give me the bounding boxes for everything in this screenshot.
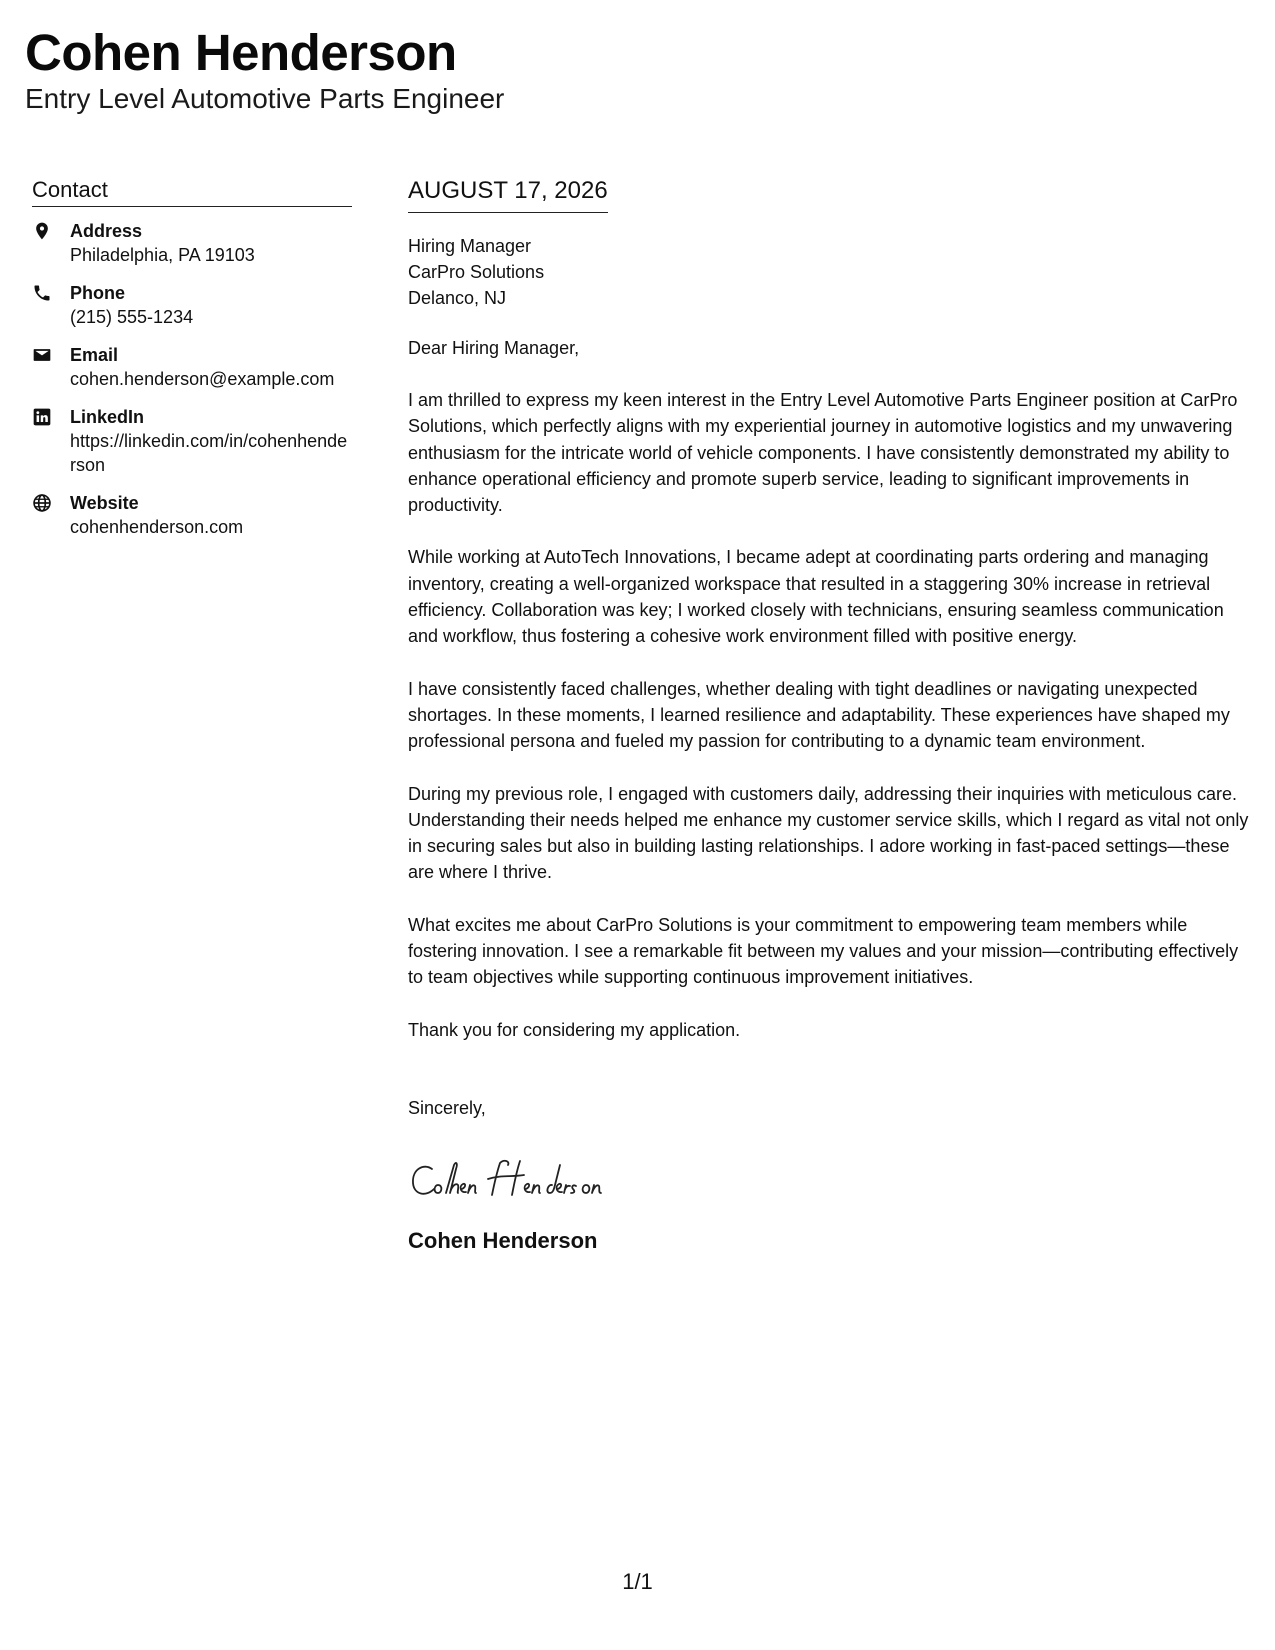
greeting: Dear Hiring Manager, [408, 338, 580, 358]
body-paragraph: What excites me about CarPro Solutions is your commitment to empowering team members while fostering innovation. I see a remarkable fit between my values and your mission—contributing effectively to team objectives while supporting continuous improvement initiatives. [408, 914, 1239, 988]
email-label: Email [70, 345, 119, 365]
email-icon [32, 343, 70, 365]
page-number: 1/1 [622, 1569, 653, 1594]
closing: Sincerely, [408, 1097, 486, 1118]
letter-date: AUGUST 17, 2026 [408, 176, 608, 213]
linkedin-value: https://linkedin.com/in/cohenhenderson [70, 431, 348, 475]
address-value: Philadelphia, PA 19103 [70, 245, 255, 265]
header [25, 22, 504, 116]
body-paragraph: Thank you for considering my application. [408, 1019, 741, 1040]
email-value: cohen.henderson@example.com [70, 369, 335, 389]
body-paragraph: I have consistently faced challenges, whether dealing with tight deadlines or navigating unexpected shortages. In these moments, I learned resilience and adaptability. These experiences have shaped my professional persona and fueled my passion for contributing to a dynamic team environment. [408, 678, 1230, 752]
linkedin-icon [32, 405, 70, 427]
signature-name: Cohen Henderson [408, 1227, 598, 1253]
contact-item-email [32, 343, 352, 391]
website-value: cohenhenderson.com [70, 517, 244, 537]
body-paragraph: While working at AutoTech Innovations, I became adept at coordinating parts ordering and managing inventory, creating a well-organized workspace that resulted in a staggering 30% increase in retrieval efficiency. Collaboration was key; I worked closely with technicians, ensuring seamless communication and workflow, thus fostering a cohesive work environment filled with positive energy. [408, 547, 1224, 647]
website-label: Website [70, 493, 139, 513]
recipient-block [408, 233, 1253, 311]
globe-icon [32, 491, 70, 513]
contact-item-address [32, 219, 352, 267]
address-label: Address [70, 221, 143, 241]
phone-label: Phone [70, 283, 126, 303]
body-paragraph: During my previous role, I engaged with customers daily, addressing their inquiries with meticulous care. Understanding their needs helped me enhance my customer service skills, which I regard as vital not only in securing sales but also in building lasting relationships. I adore working in fast-paced settings—these are where I thrive. [408, 783, 1249, 883]
contact-item-phone [32, 281, 352, 329]
recipient-line: CarPro Solutions [408, 262, 545, 282]
contact-heading: Contact [32, 176, 352, 207]
applicant-name: Cohen Henderson [25, 24, 457, 81]
recipient-line: Delanco, NJ [408, 288, 507, 308]
letter-body [408, 176, 1253, 1255]
signature-image [408, 1155, 1253, 1205]
contact-sidebar [32, 176, 352, 553]
contact-item-website [32, 491, 352, 539]
phone-value: (215) 555-1234 [70, 307, 194, 327]
phone-icon [32, 281, 70, 303]
map-pin-icon [32, 219, 70, 241]
recipient-line: Hiring Manager [408, 236, 532, 256]
job-title: Entry Level Automotive Parts Engineer [25, 83, 505, 114]
contact-item-linkedin [32, 405, 352, 477]
body-paragraph: I am thrilled to express my keen interest in the Entry Level Automotive Parts Engineer position at CarPro Solutions, which perfectly aligns with my experiential journey in automotive logistics and my unwavering enthusiasm for the intricate world of vehicle components. I have consistently demonstrated my ability to enhance operational efficiency and promote superb service, leading to significant improvements in productivity. [408, 390, 1238, 516]
linkedin-label: LinkedIn [70, 407, 145, 427]
